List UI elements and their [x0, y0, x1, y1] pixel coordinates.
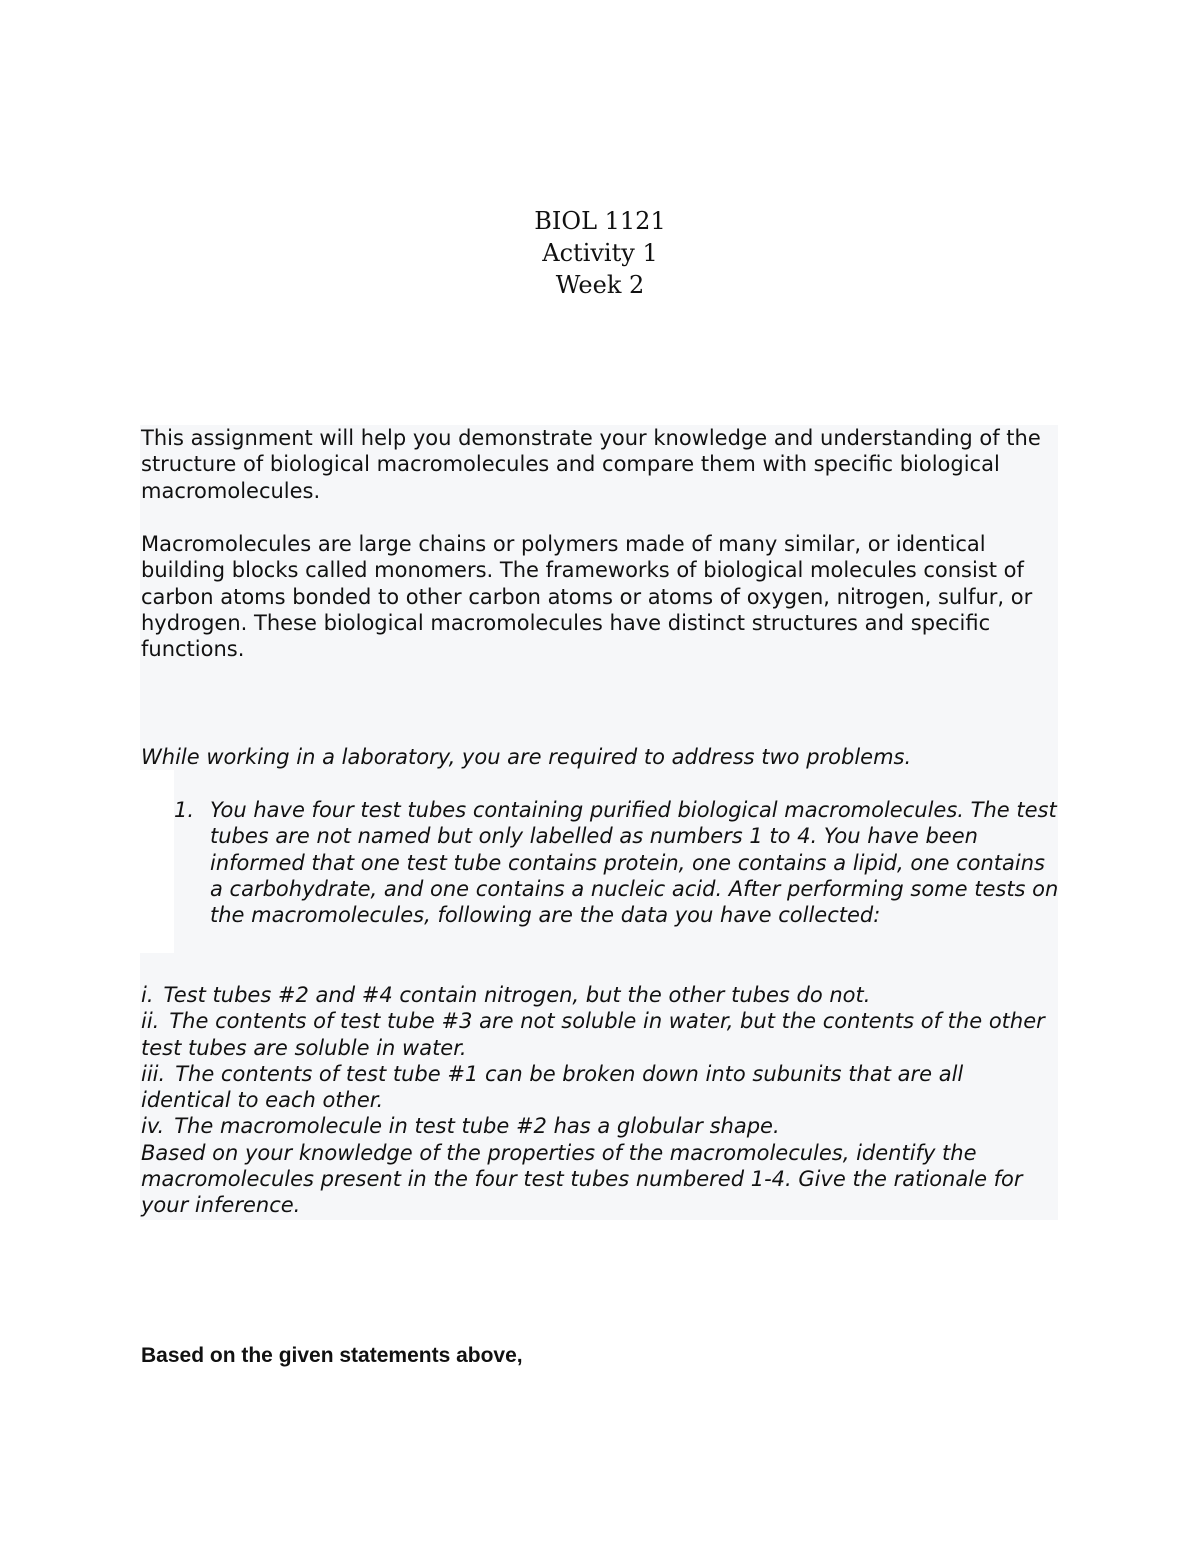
fact-numeral: iv.	[141, 1114, 165, 1139]
course-code: BIOL 1121	[534, 207, 666, 235]
fact-text: The macromolecule in test tube #2 has a globular shape.	[174, 1114, 780, 1139]
intro-paragraph: This assignment will help you demonstrate your knowledge and understanding of the structure of biological macromolecules and compare them with specific biological macromolecules.	[141, 426, 1041, 503]
problem-lead: While working in a laboratory, you are required to address two problems.	[141, 745, 912, 769]
list-item-text: You have four test tubes containing purified biological macromolecules. The test tubes are not named but only labelled as numbers 1 to 4. You have been informed that one test tube contains protein, one contains a lipid, one contains a carbohydrate, and one contains a nucleic acid. After performing some tests on the macromolecules, following are the data you have collected:	[210, 798, 1059, 928]
fact-item	[141, 1113, 1056, 1139]
fact-numeral: ii.	[141, 1009, 160, 1034]
fact-text: The contents of test tube #3 are not soluble in water, but the contents of the other test tubes are soluble in water.	[141, 1009, 1045, 1060]
fact-text: The contents of test tube #1 can be broken down into subunits that are all identical to each other.	[141, 1061, 964, 1113]
macromolecules-paragraph: Macromolecules are large chains or polymers made of many similar, or identical building blocks called monomers. The frameworks of biological molecules consist of carbon atoms bonded to other carbon atoms or atoms of oxygen, nitrogen, sulfur, or hydrogen. These biological macromolecules have distinct structures and specific functions.	[141, 532, 1033, 662]
fact-item	[141, 982, 1056, 1008]
numbered-list-item	[174, 797, 1059, 928]
data-facts-list	[141, 982, 1056, 1219]
closing-heading: Based on the given statements above,	[141, 1344, 523, 1367]
document-header	[0, 205, 1200, 301]
fact-numeral: i.	[141, 983, 154, 1007]
activity-title: Activity 1	[542, 239, 658, 267]
week-label: Week 2	[555, 271, 645, 299]
fact-item	[141, 1061, 1056, 1114]
fact-text: Test tubes #2 and #4 contain nitrogen, but the other tubes do not.	[163, 983, 871, 1007]
fact-numeral: iii.	[141, 1061, 166, 1086]
instruction-text: Based on your knowledge of the properties of the macromolecules, identify the macromolecules present in the four test tubes numbered 1-4. Give the rationale for your inference.	[141, 1140, 1023, 1218]
highlight-gap	[140, 770, 174, 953]
fact-item	[141, 1008, 1056, 1061]
list-number: 1.	[174, 798, 195, 822]
